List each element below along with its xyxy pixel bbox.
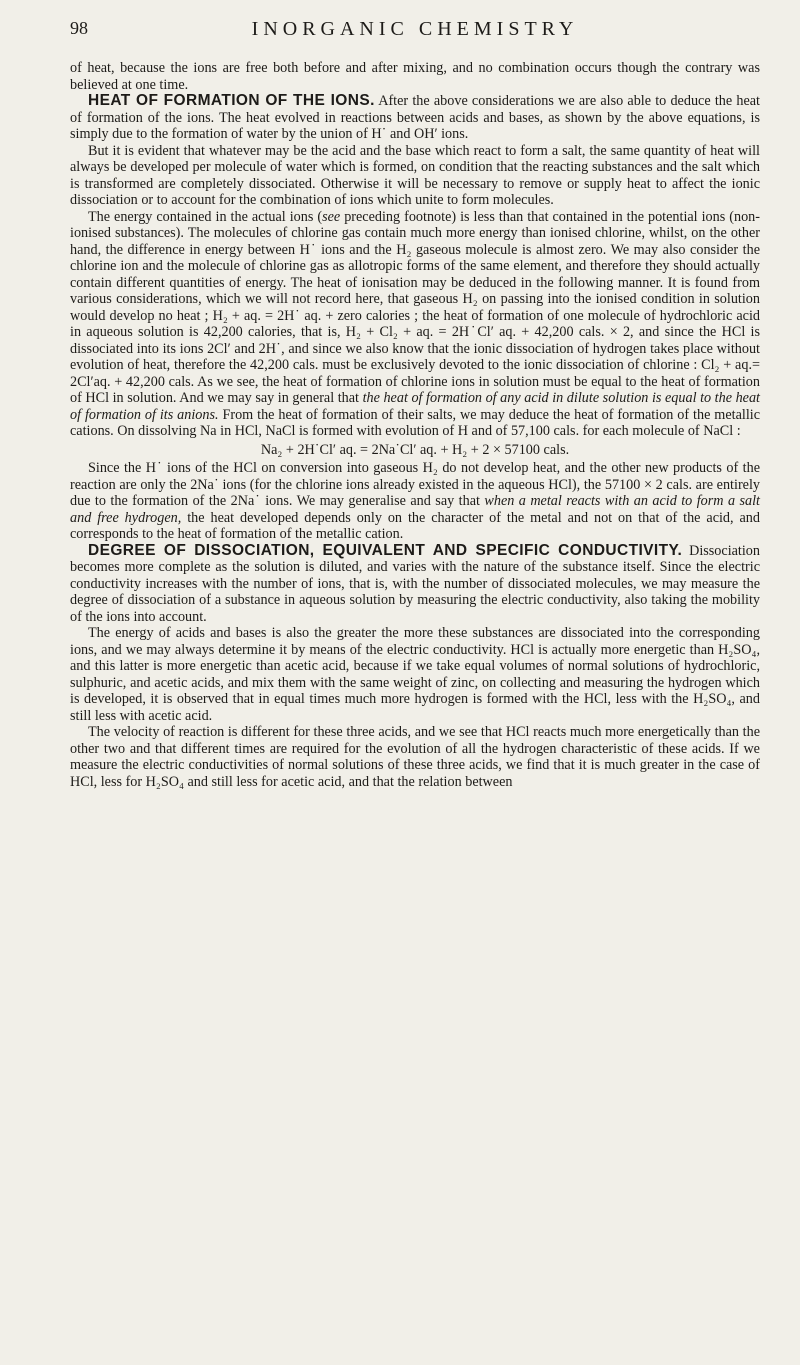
paragraph-heat-of-formation [70,93,760,143]
section-heading: DEGREE OF DISSOCIATION, EQUIVALENT AND SPECIFIC CONDUCTIVITY. [88,541,683,559]
body-text [70,60,760,790]
page-header [70,18,760,48]
page-number: 98 [70,18,88,38]
italic-text: see [322,208,341,225]
paragraph-text: Since the H˙ ions of the HCl on conversion into gaseous H₂ do not develop heat, and the other new products of the reaction are only the 2Na˙ ions (for the chlorine ions already existed in the aqueous HCl), the 57100 × 2 cals. are entirely due to the formation of the 2Na˙ ions. We may generalise and say that [70,460,760,509]
paragraph-text: After the above considerations we are also able to deduce the heat of formation of the ions. The heat evolved in reactions between acids and bases, as shown by the above equations, is simply due to the formation of water by the union of H˙ and OH′ ions. [70,93,760,142]
section-heading: HEAT OF FORMATION OF THE IONS. [88,92,375,109]
paragraph-degree-of-dissociation [70,543,760,626]
paragraph: The energy of acids and bases is also the greater the more these substances are dissociated into the corresponding ions, and we may always determine it by means of the electric conductivity. HCl is actually more energetic than H₂SO₄, and this latter is more energetic than acetic acid, because if we take equal volumes of normal solutions of hydrochloric, sulphuric, and acetic acids, and mix them with the same weight of zinc, on collecting and measuring the hydrogen which is developed, it is observed that in equal times much more hydrogen is formed with the HCl, less with the H₂SO₄, and still less with acetic acid. [70,625,760,724]
italic-text: when a metal reacts with an acid to form a salt and free hydrogen, [70,493,760,526]
paragraph-text: preceding footnote) is less than that contained in the potential ions (non-ionised substances). The molecules of chlorine gas contain much more energy than ionised chlorine, whilst, on the other hand, the difference in energy between H˙ ions and the H₂ gaseous molecule is almost zero. We may also consider the chlorine ion and the molecule of chlorine gas as allotropic forms of the same element, and therefore they should actually contain different quantities of energy. The heat of ionisation may be deduced in the following manner. It is found from various considerations, which we will not record here, that gaseous H₂ on passing into the ionised condition in solution would develop no heat ; H₂ + aq. = 2H˙ aq. + zero calories ; the heat of formation of one molecule of hydrochloric acid in aqueous solution is 42,200 calories, that is, H₂ + Cl₂ + aq. = 2H˙Cl′ aq. + 42,200 cals. × 2, and since the HCl is dissociated into its ions 2Cl′ and 2H˙, and since we also know that the ionic dissociation of hydrogen takes place without evolution of heat, therefore the 42,200 cals. must be exclusively devoted to the ionic dissociation of chlorine : Cl₂ + aq.= 2Cl′aq. + 42,200 cals. As we see, the heat of formation of chlorine ions in solution must be equal to the heat of formation of HCl in solution. And we may say in general that [70,208,760,406]
paragraph-energy [70,209,760,440]
paragraph-text: the heat developed depends only on the character of the metal and not on that of the acid, and corresponds to the heat of formation of the metallic cation. [70,509,760,542]
running-head: INORGANIC CHEMISTRY [251,18,579,40]
paragraph: But it is evident that whatever may be the acid and the base which react to form a salt, the same quantity of heat will always be developed per molecule of water which is formed, on condition that the reacting substances and the salt which is transformed are completely dissociated. Otherwise it will be necessary to remove or supply heat to affect the ionic dissociation or to account for the combination of ions which unite to form molecules. [70,142,760,208]
paragraph-metal-acid [70,460,760,543]
paragraph-text: The energy contained in the actual ions ( [88,208,323,225]
paragraph-continuation: of heat, because the ions are free both before and after mixing, and no combination occurs though the contrary was believed at one time. [70,60,760,93]
paragraph-text: From the heat of formation of their salts, we may deduce the heat of formation of the metallic cations. On dissolving Na in HCl, NaCl is formed with evolution of H and of 57,100 cals. for each molecule of NaCl : [70,406,761,439]
equation: Na₂ + 2H˙Cl′ aq. = 2Na˙Cl′ aq. + H₂ + 2 × 57100 cals. [260,441,570,458]
paragraph-text: Dissociation becomes more complete as the solution is diluted, and varies with the nature of the substance itself. Since the electric conductivity increases with the number of ions, that is, with the number of dissociated molecules, we may measure the degree of dissociation of a substance in aqueous solution by measuring the electric conductivity, also taking the mobility of the ions into account. [70,542,760,625]
italic-text: the heat of formation of any acid in dilute solution is equal to the heat of formation of its anions. [70,390,760,423]
paragraph: The velocity of reaction is different for these three acids, and we see that HCl reacts much more energetically than the other two and that different times are required for the evolution of all the hydrogen characteristic of these acids. If we measure the electric conductivities of normal solutions of these three acids, we find that it is much greater in the case of HCl, less for H₂SO₄ and still less for acetic acid, and that the relation between [70,724,760,790]
